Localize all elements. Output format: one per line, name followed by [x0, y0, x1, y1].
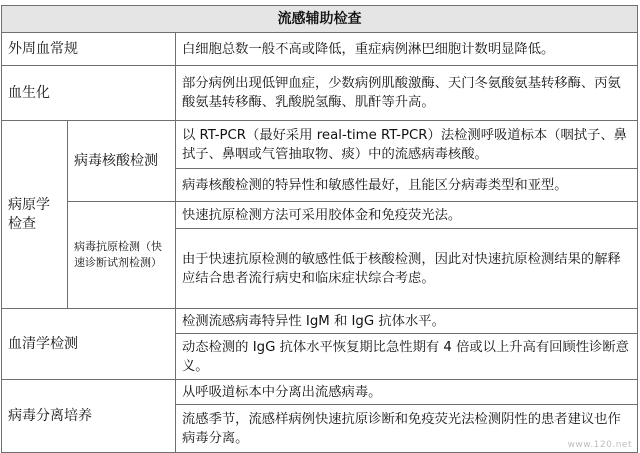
desc-nucleic-acid-1: 以 RT-PCR（最好采用 real-time RT-PCR）法检测呼吸道标本（咽拭子、鼻拭子、鼻咽或气管抽取物、痰）中的流感病毒核酸。 — [176, 121, 638, 169]
desc-serology-1: 检测流感病毒特异性 IgM 和 IgG 抗体水平。 — [176, 309, 638, 334]
category-culture: 病毒分离培养 — [2, 380, 176, 453]
table-title: 流感辅助检查 — [2, 6, 638, 33]
desc-serology-2: 动态检测的 IgG 抗体水平恢复期比急性期有 4 倍或以上升高有回顾性诊断意义。 — [176, 334, 638, 380]
desc-culture-1: 从呼吸道标本中分离出流感病毒。 — [176, 380, 638, 405]
category-biochem: 血生化 — [2, 66, 176, 121]
desc-biochem: 部分病例出现低钾血症，少数病例肌酸激酶、天门冬氨酸氨基转移酶、丙氨酸氨基转移酶、乳酸脱氢酶、肌酐等升高。 — [176, 66, 638, 121]
desc-cbc: 白细胞总数一般不高或降低，重症病例淋巴细胞计数明显降低。 — [176, 33, 638, 66]
desc-antigen-1: 快速抗原检测方法可采用胶体金和免疫荧光法。 — [176, 202, 638, 229]
category-cbc: 外周血常规 — [2, 33, 176, 66]
desc-nucleic-acid-2: 病毒核酸检测的特异性和敏感性最好，且能区分病毒类型和亚型。 — [176, 169, 638, 202]
sub-antigen: 病毒抗原检测（快速诊断试剂检测） — [68, 202, 176, 309]
category-serology: 血清学检测 — [2, 309, 176, 380]
category-pathogen: 病原学检查 — [2, 121, 68, 309]
influenza-auxiliary-exam-table — [1, 5, 638, 453]
watermark: www.120.net — [567, 440, 632, 450]
desc-culture-2: 流感季节，流感样病例快速抗原诊断和免疫荧光法检测阴性的患者建议也作病毒分离。 — [176, 405, 638, 453]
sub-nucleic-acid: 病毒核酸检测 — [68, 121, 176, 202]
desc-antigen-2: 由于快速抗原检测的敏感性低于核酸检测，因此对快速抗原检测结果的解释应结合患者流行病史和临床症状综合考虑。 — [176, 229, 638, 309]
